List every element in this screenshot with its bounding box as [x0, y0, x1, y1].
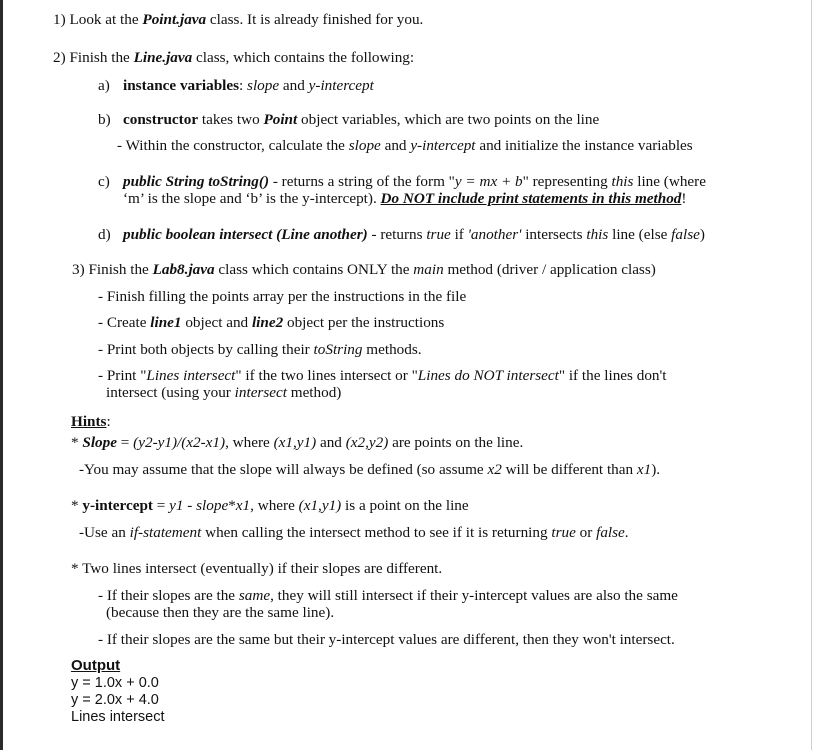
slope-formula: (y2-y1)/(x2-x1): [133, 434, 226, 451]
note-text-3: ).: [651, 461, 661, 478]
times: *: [228, 497, 236, 514]
item-2a-marker: a): [98, 77, 110, 94]
this-term: this: [611, 173, 634, 190]
bullet-text-2: method): [286, 384, 342, 401]
y-intercept-term: y-intercept: [308, 77, 374, 94]
slope-term: slope: [196, 497, 229, 514]
bullet-text-2: methods.: [362, 341, 422, 358]
where-text: , where: [225, 434, 274, 451]
item-3-bullet-1: - Finish filling the points array per the instructions in the file: [98, 288, 467, 305]
item-2d-marker: d): [98, 226, 111, 243]
true-term: true: [426, 226, 451, 243]
item-2b-sub: [117, 137, 693, 154]
hints-heading: [71, 413, 111, 430]
item-3-bullet-2: [98, 314, 444, 331]
bullet-text-2: object and: [181, 314, 252, 331]
item-2a: [123, 77, 374, 94]
sub-text: - Within the constructor, calculate the: [117, 137, 349, 154]
lines-not-intersect-term: Lines do NOT intersect: [417, 367, 559, 384]
item-3-bullet-4: [98, 367, 666, 384]
point-1: (x1,y1): [273, 434, 317, 451]
hint-slope: [71, 434, 523, 451]
hints-colon: :: [106, 413, 111, 430]
item-2-heading: [53, 49, 414, 66]
bullet-text: intersect (using your: [106, 384, 235, 401]
output-title: Output: [71, 657, 121, 674]
hint-y-intercept: [71, 497, 469, 514]
bullet-text: - Create: [98, 314, 151, 331]
hint-same-slope-2: - If their slopes are the same but their y-intercept values are different, then they won't intersect.: [98, 631, 675, 648]
hint-y-intercept-note: [79, 524, 629, 541]
note-end: .: [624, 524, 629, 541]
item-1-text: 1) Look at the: [53, 11, 143, 28]
slope-label: Slope: [82, 434, 117, 451]
line-java-name: Line.java: [133, 49, 193, 66]
constructor-label: constructor: [123, 111, 199, 128]
note-text-2: , they will still intersect if their y-intercept values are also the same: [270, 587, 678, 604]
true-term: true: [551, 524, 576, 541]
item-1-text-end: class. It is already finished for you.: [206, 11, 424, 28]
note-text: -You may assume that the slope will always be defined (so assume: [79, 461, 488, 478]
x2-term: x2: [487, 461, 502, 478]
line1-term: line1: [150, 314, 182, 331]
y-intercept-label: y-intercept: [82, 497, 153, 514]
y1-term: y1: [169, 497, 184, 514]
hint-same-slope-1-line2: (because then they are the same line).: [106, 604, 335, 621]
item-2d-text-2: if: [450, 226, 468, 243]
hints-title: Hints: [71, 413, 107, 430]
bullet-text: - Print ": [98, 367, 147, 384]
and-text: and: [316, 434, 346, 451]
item-2c-marker: c): [98, 173, 110, 190]
item-3-bullet-3: [98, 341, 422, 358]
hint-slope-note: [79, 461, 660, 478]
and-text: and: [380, 137, 411, 154]
bullet-text-3: " if the lines don't: [558, 367, 667, 384]
item-2c-text-3: line (where: [633, 173, 706, 190]
note-text-2: when calling the intersect method to see if it is returning: [201, 524, 552, 541]
point-term: (x1,y1): [298, 497, 342, 514]
output-line: Lines intersect: [71, 709, 165, 725]
item-2-text: 2) Finish the: [53, 49, 134, 66]
another-term: 'another': [467, 226, 522, 243]
x1-term: x1: [636, 461, 652, 478]
hint-same-slope-1: [98, 587, 678, 604]
item-3-heading: [72, 261, 656, 278]
hint-end: are points on the line.: [388, 434, 524, 451]
point-2: (x2,y2): [345, 434, 389, 451]
slope-term: slope: [247, 77, 280, 94]
same-term: same: [238, 587, 271, 604]
item-2c-text-2: " representing: [522, 173, 612, 190]
hint-end: is a point on the line: [341, 497, 469, 514]
bullet-text-3: object per the instructions: [283, 314, 445, 331]
note-text: -Use an: [79, 524, 130, 541]
item-2c-text: - returns a string of the form ": [269, 173, 455, 190]
item-2d-text-5: ): [699, 226, 705, 243]
point-term: Point: [263, 111, 298, 128]
item-2c-line2-text: ‘m’ is the slope and ‘b’ is the y-intercept).: [123, 190, 381, 207]
point-java-name: Point.java: [142, 11, 207, 28]
or-text: or: [575, 524, 597, 541]
item-2b-text-end: object variables, which are two points on the line: [297, 111, 600, 128]
item-2b-marker: b): [98, 111, 111, 128]
if-statement-term: if-statement: [129, 524, 202, 541]
tostring-signature: public String toString(): [123, 173, 270, 190]
where-text: , where: [250, 497, 299, 514]
main-term: main: [413, 261, 444, 278]
line2-term: line2: [251, 314, 284, 331]
lab8-java-name: Lab8.java: [152, 261, 215, 278]
equals: =: [117, 434, 134, 451]
item-2d-text-4: line (else: [608, 226, 672, 243]
intersect-signature: public boolean intersect (Line another): [123, 226, 368, 243]
y-intercept-term: y-intercept: [410, 137, 476, 154]
slope-term: slope: [348, 137, 381, 154]
false-term: false: [671, 226, 700, 243]
bullet-text-2: " if the two lines intersect or ": [235, 367, 418, 384]
bullet-text: - Print both objects by calling their: [98, 341, 314, 358]
item-3-text: 3) Finish the: [72, 261, 153, 278]
item-2b-text: takes two: [198, 111, 264, 128]
and-text: and: [279, 77, 309, 94]
hint-two-lines: * Two lines intersect (eventually) if their slopes are different.: [71, 560, 443, 577]
item-3-bullet-4-line2: [106, 384, 341, 401]
item-1: [53, 11, 423, 28]
output-line: y = 2.0x + 4.0: [71, 692, 159, 708]
output-line: y = 1.0x + 0.0: [71, 675, 159, 691]
item-2d: [123, 226, 705, 243]
item-2b: [123, 111, 599, 128]
this-term: this: [586, 226, 609, 243]
item-2d-text-3: intersects: [521, 226, 587, 243]
equals: =: [152, 497, 170, 514]
sep: :: [239, 77, 248, 94]
false-term: false: [596, 524, 625, 541]
item-2-text-end: class, which contains the following:: [192, 49, 415, 66]
no-print-warning: Do NOT include print statements in this method: [380, 190, 682, 207]
exclaim: !: [681, 190, 687, 207]
item-2c: [123, 173, 706, 190]
lines-intersect-term: Lines intersect: [146, 367, 236, 384]
minus: -: [183, 497, 197, 514]
line-equation: y = mx + b: [454, 173, 523, 190]
tostring-term: toString: [313, 341, 363, 358]
x1-term: x1: [235, 497, 251, 514]
item-2d-text: - returns: [367, 226, 427, 243]
star: *: [71, 434, 83, 451]
instance-variables-label: instance variables: [123, 77, 240, 94]
intersect-term: intersect: [234, 384, 287, 401]
item-2c-line2: [123, 190, 686, 207]
star: *: [71, 497, 83, 514]
note-text: - If their slopes are the: [98, 587, 239, 604]
sub-text-end: and initialize the instance variables: [475, 137, 693, 154]
note-text-2: will be different than: [501, 461, 637, 478]
item-3-text-2: class which contains ONLY the: [214, 261, 414, 278]
item-3-text-3: method (driver / application class): [443, 261, 656, 278]
